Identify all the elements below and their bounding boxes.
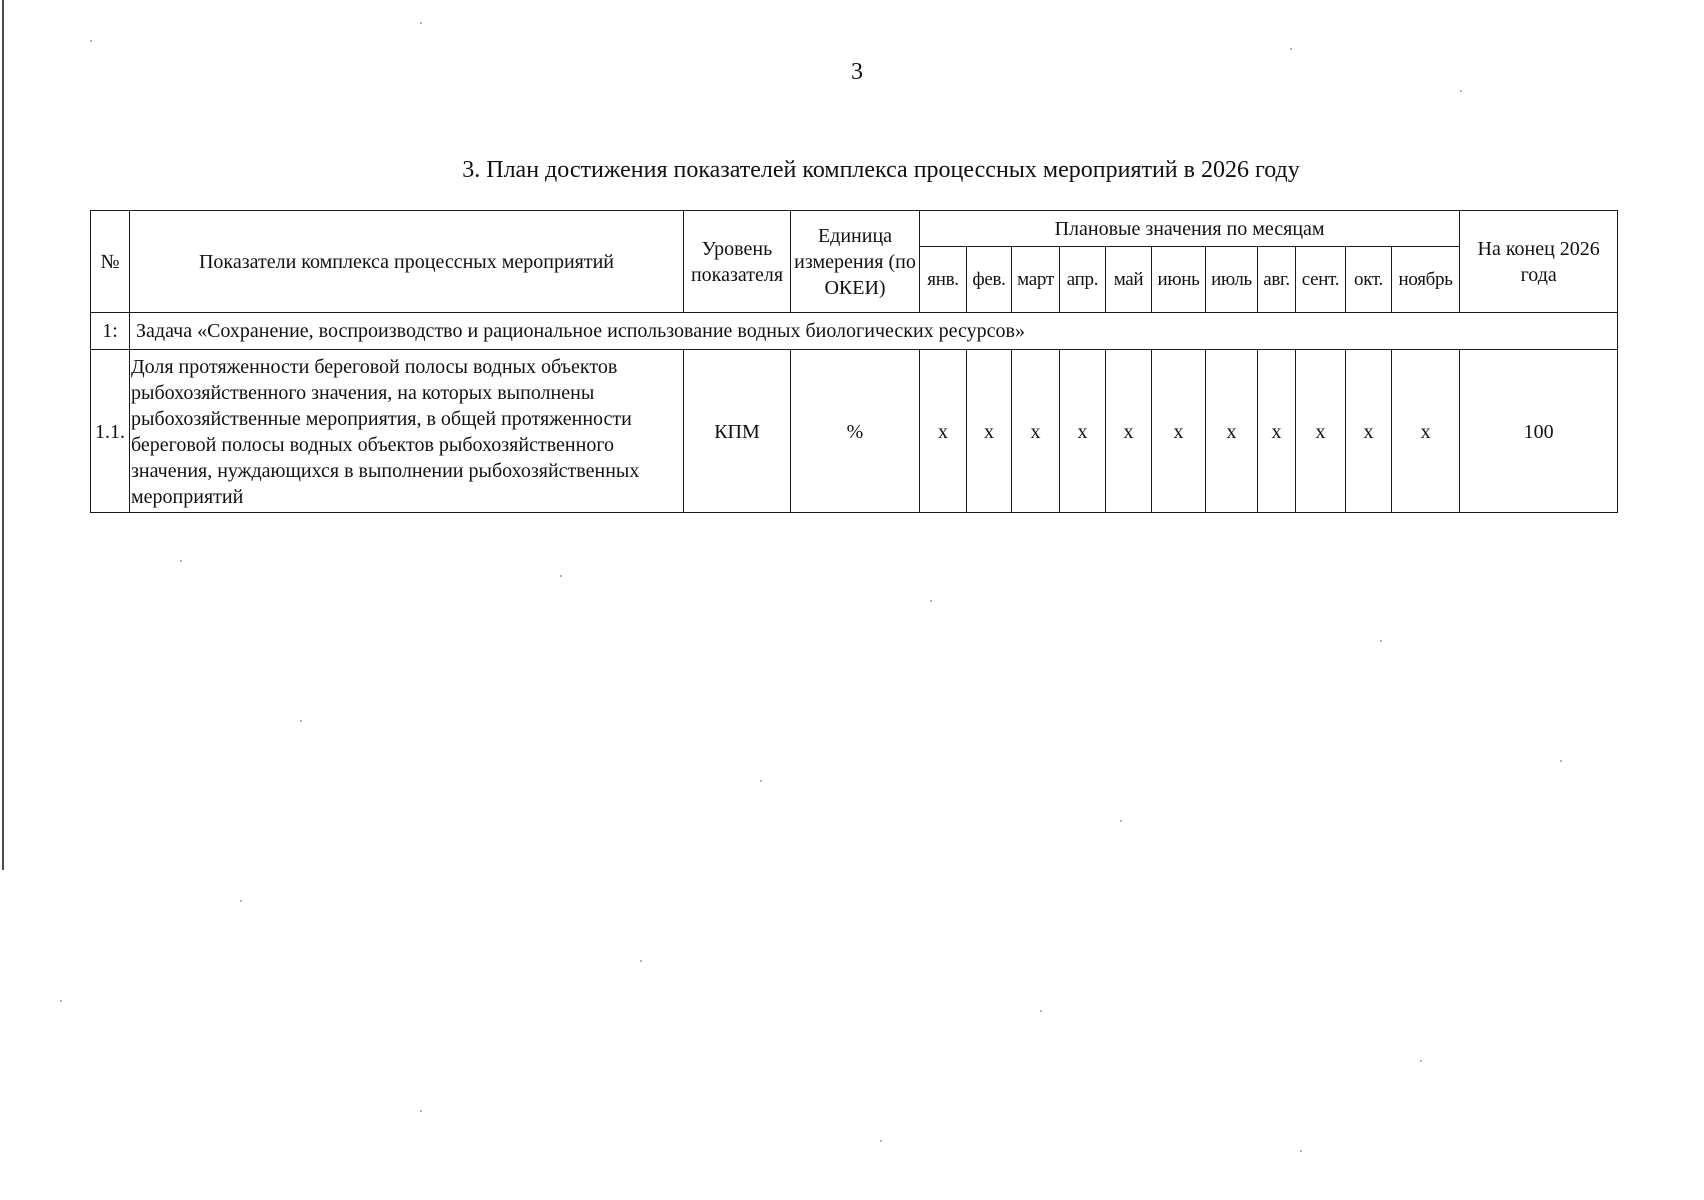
header-indicator: Показатели комплекса процессных мероприятий [130, 211, 684, 313]
header-month-sep: сент. [1296, 247, 1346, 313]
row-month-nov: x [1392, 350, 1460, 513]
row-level: КПМ [684, 350, 791, 513]
header-level: Уровень показателя [684, 211, 791, 313]
header-month-oct: окт. [1346, 247, 1392, 313]
plan-table [90, 210, 1618, 513]
row-month-apr: x [1060, 350, 1106, 513]
row-month-oct: x [1346, 350, 1392, 513]
header-planned-values: Плановые значения по месяцам [920, 211, 1460, 247]
header-row-top [91, 211, 1618, 247]
scan-edge-line [2, 0, 4, 870]
document-title: 3. План достижения показателей комплекса процессных мероприятий в 2026 году [462, 157, 1300, 183]
row-month-jul: x [1206, 350, 1258, 513]
row-indicator: Доля протяженности береговой полосы водных объектов рыбохозяйственного значения, на которых выполнены рыбохозяйственные мероприятия, в общей протяженности береговой полосы водных объектов рыбохозяйственного значения, нуждающихся в выполнении рыбохозяйственных мероприятий [130, 350, 684, 513]
row-end-of-year: 100 [1460, 350, 1618, 513]
row-month-feb: x [967, 350, 1012, 513]
header-month-aug: авг. [1258, 247, 1296, 313]
header-end-of-year: На конец 2026 года [1460, 211, 1618, 313]
page-number: 3 [851, 59, 863, 85]
row-number: 1.1. [91, 350, 130, 513]
row-month-may: x [1106, 350, 1152, 513]
section-row [91, 313, 1618, 350]
header-unit: Единица измерения (по ОКЕИ) [791, 211, 920, 313]
header-month-jul: июль [1206, 247, 1258, 313]
header-month-may: май [1106, 247, 1152, 313]
row-month-jan: x [920, 350, 967, 513]
section-task: Задача «Сохранение, воспроизводство и рациональное использование водных биологических ресурсов» [130, 313, 1618, 350]
row-month-sep: x [1296, 350, 1346, 513]
header-month-nov: ноябрь [1392, 247, 1460, 313]
header-num: № [91, 211, 130, 313]
section-number: 1: [91, 313, 130, 350]
header-month-jun: июнь [1152, 247, 1206, 313]
header-month-feb: фев. [967, 247, 1012, 313]
row-unit: % [791, 350, 920, 513]
row-month-jun: x [1152, 350, 1206, 513]
header-month-mar: март [1012, 247, 1060, 313]
header-month-apr: апр. [1060, 247, 1106, 313]
row-month-mar: x [1012, 350, 1060, 513]
row-month-aug: x [1258, 350, 1296, 513]
table-row [91, 350, 1618, 513]
header-month-jan: янв. [920, 247, 967, 313]
